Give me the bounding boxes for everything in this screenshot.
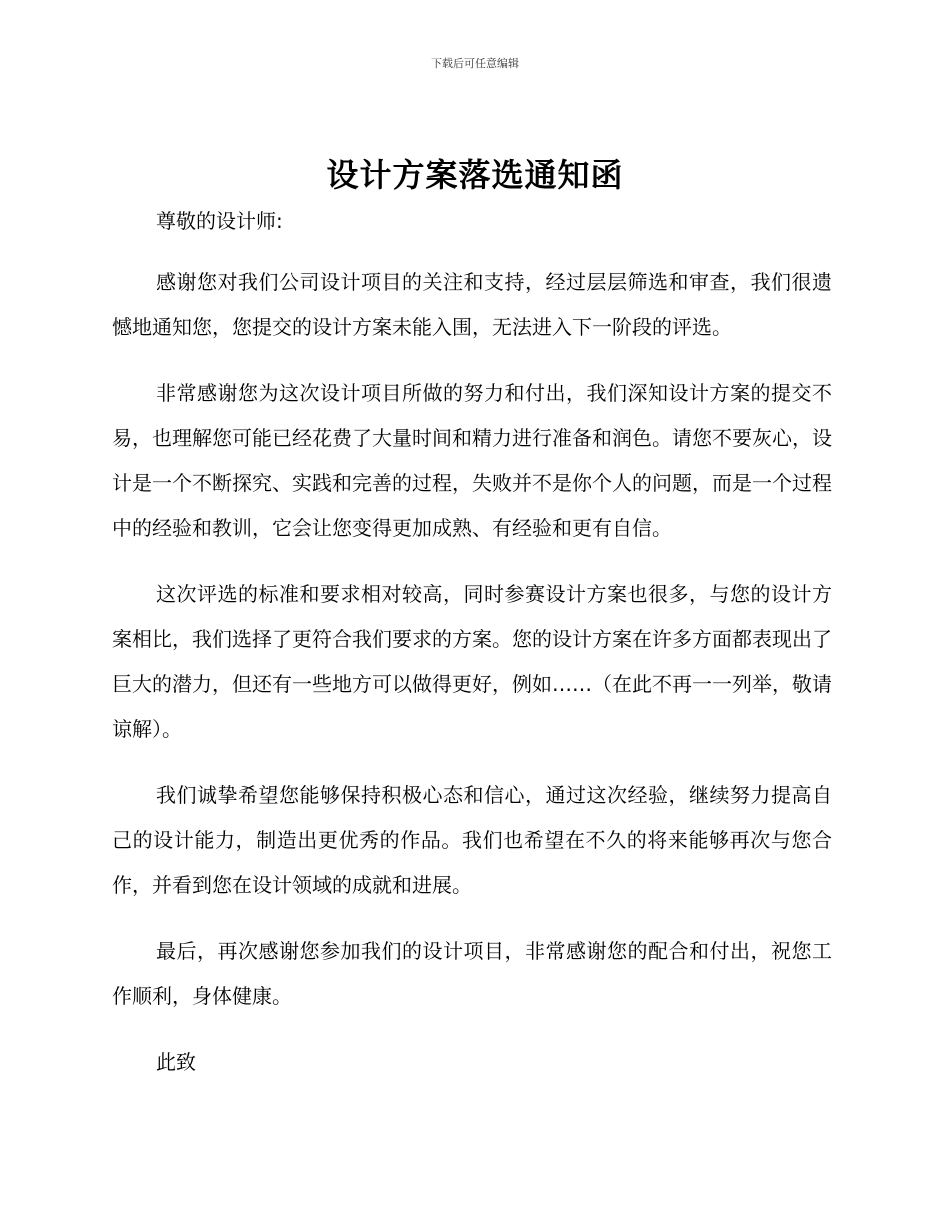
header-note: 下载后可任意编辑 <box>431 57 519 70</box>
letter-body <box>112 203 832 1085</box>
closing: 此致 <box>156 1050 196 1074</box>
paragraph-evaluation: 这次评选的标准和要求相对较高，同时参赛设计方案也很多，与您的设计方案相比，我们选择了更符合我们要求的方案。您的设计方案在许多方面都表现出了巨大的潜力，但还有一些地方可以做得更好，例如……（在此不再一一列举，敬请谅解）。 <box>112 582 832 741</box>
salutation: 尊敬的设计师: <box>156 209 283 233</box>
paragraph-final-thanks: 最后，再次感谢您参加我们的设计项目，非常感谢您的配合和付出，祝您工作顺利，身体健康。 <box>112 939 832 1008</box>
letter-title: 设计方案落选通知函 <box>326 156 624 194</box>
paragraph-encouragement: 我们诚挚希望您能够保持积极心态和信心，通过这次经验，继续努力提高自己的设计能力，制造出更优秀的作品。我们也希望在不久的将来能够再次与您合作，并看到您在设计领域的成就和进展。 <box>112 783 832 897</box>
paragraph-thanks-notice: 感谢您对我们公司设计项目的关注和支持，经过层层筛选和审查，我们很遗憾地通知您，您提交的设计方案未能入围，无法进入下一阶段的评选。 <box>112 270 832 339</box>
paragraph-appreciation: 非常感谢您为这次设计项目所做的努力和付出，我们深知设计方案的提交不易，也理解您可能已经花费了大量时间和精力进行准备和润色。请您不要灰心，设计是一个不断探究、实践和完善的过程，失败并不是你个人的问题，而是一个过程中的经验和教训，它会让您变得更加成熟、有经验和更有自信。 <box>112 381 832 540</box>
